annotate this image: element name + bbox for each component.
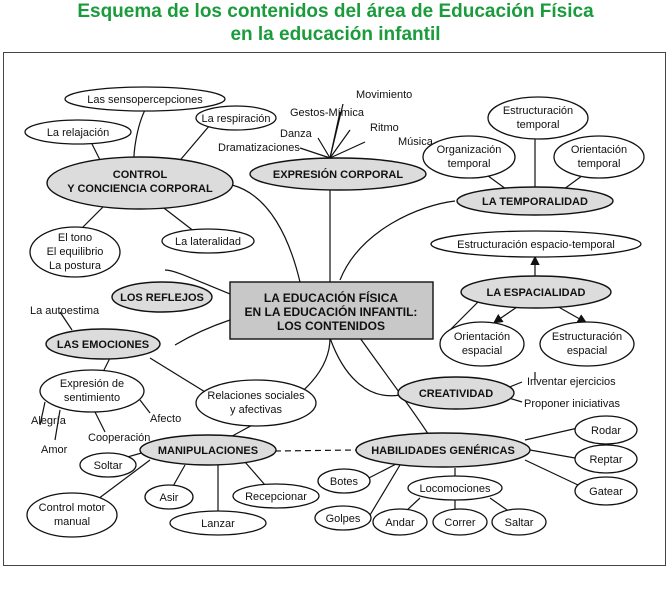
label-cooperacion: Cooperación [88, 432, 151, 444]
label-creatividad: CREATIVIDAD [418, 388, 494, 400]
label-relajacion: La relajación [46, 127, 110, 139]
label-estructuracion-espacial-line1: Estructuración [551, 331, 623, 343]
label-emociones: LAS EMOCIONES [56, 339, 150, 351]
label-orientacion-espacial-line2: espacial [461, 345, 503, 357]
diagram-title-line2: en la educación infantil [230, 24, 441, 45]
center-line3: LOS CONTENIDOS [276, 319, 386, 333]
label-andar: Andar [385, 517, 415, 529]
label-relaciones-line2: y afectivas [230, 404, 282, 416]
label-manipulaciones: MANIPULACIONES [157, 445, 259, 457]
node-estructuracion-espacial [540, 322, 634, 366]
label-saltar: Saltar [504, 517, 534, 529]
label-asir: Asir [159, 492, 179, 504]
label-orientacion-temporal-line1: Orientación [570, 144, 628, 156]
label-espacio-temporal: Estructuración espacio-temporal [457, 239, 615, 251]
label-tono: El tono [57, 232, 93, 244]
label-golpes: Golpes [325, 513, 361, 525]
node-orientacion-espacial [440, 322, 524, 366]
label-gatear: Gatear [589, 486, 623, 498]
label-espacialidad: LA ESPACIALIDAD [486, 287, 586, 299]
label-ritmo: Ritmo [370, 122, 399, 134]
label-orientacion-temporal-line2: temporal [577, 158, 621, 170]
label-respiracion: La respiración [201, 113, 271, 125]
label-proponer: Proponer iniciativas [524, 398, 620, 410]
label-control-line1: CONTROL [112, 169, 168, 181]
label-musica: Música [398, 136, 433, 148]
label-lanzar: Lanzar [201, 518, 235, 530]
label-habilidades: HABILIDADES GENÉRICAS [371, 445, 515, 457]
center-line1: LA EDUCACIÓN FÍSICA [263, 291, 399, 305]
label-locomociones: Locomociones [419, 483, 491, 495]
label-estructuracion-espacial-line2: espacial [566, 345, 608, 357]
node-expresion-sentimiento [40, 370, 144, 412]
label-soltar: Soltar [93, 460, 123, 472]
label-rodar: Rodar [591, 425, 621, 437]
label-expresion-sent-line1: Expresión de [59, 378, 125, 390]
label-autoestima: La autoestima [30, 305, 100, 317]
node-relaciones [196, 380, 316, 426]
label-estructuracion-temporal-line1: Estructuración [502, 105, 574, 117]
label-inventar: Inventar ejercicios [527, 376, 616, 388]
label-postura: La postura [49, 260, 101, 272]
node-orientacion-temporal [554, 136, 644, 178]
label-reptar: Reptar [589, 454, 623, 466]
label-movimiento: Movimiento [356, 89, 413, 101]
label-sensopercepciones: Las sensopercepciones [87, 94, 203, 106]
node-organizacion-temporal [423, 136, 515, 178]
label-lateralidad: La lateralidad [174, 236, 242, 248]
label-reflejos: LOS REFLEJOS [120, 292, 204, 304]
label-afecto: Afecto [150, 413, 182, 425]
label-danza: Danza [280, 128, 312, 140]
center-line2: EN LA EDUCACIÓN INFANTIL: [244, 305, 418, 319]
label-organizacion-temporal-line2: temporal [447, 158, 491, 170]
node-estructuracion-temporal [488, 97, 588, 139]
label-recepcionar: Recepcionar [245, 491, 307, 503]
label-amor: Amor [41, 444, 68, 456]
label-gestos-mimica: Gestos-Mímica [290, 107, 364, 119]
diagram-title-line1: Esquema de los contenidos del área de Educación Física [77, 1, 594, 22]
label-dramatizaciones: Dramatizaciones [218, 142, 300, 154]
label-control-motor-line1: Control motor [38, 502, 106, 514]
label-control-line2: Y CONCIENCIA CORPORAL [67, 183, 213, 195]
node-control-motor [27, 493, 117, 537]
label-equilibrio: El equilibrio [46, 246, 104, 258]
label-orientacion-espacial-line1: Orientación [453, 331, 511, 343]
label-estructuracion-temporal-line2: temporal [516, 119, 560, 131]
label-temporalidad: LA TEMPORALIDAD [482, 196, 588, 208]
label-alegria: Alegría [31, 415, 66, 427]
label-organizacion-temporal-line1: Organización [436, 144, 502, 156]
label-control-motor-line2: manual [53, 516, 91, 528]
label-botes: Botes [329, 476, 359, 488]
label-relaciones-line1: Relaciones sociales [207, 390, 305, 402]
label-expresion-sent-line2: sentimiento [63, 392, 121, 404]
label-expresion-corporal: EXPRESIÓN CORPORAL [272, 169, 404, 181]
label-correr: Correr [444, 517, 476, 529]
